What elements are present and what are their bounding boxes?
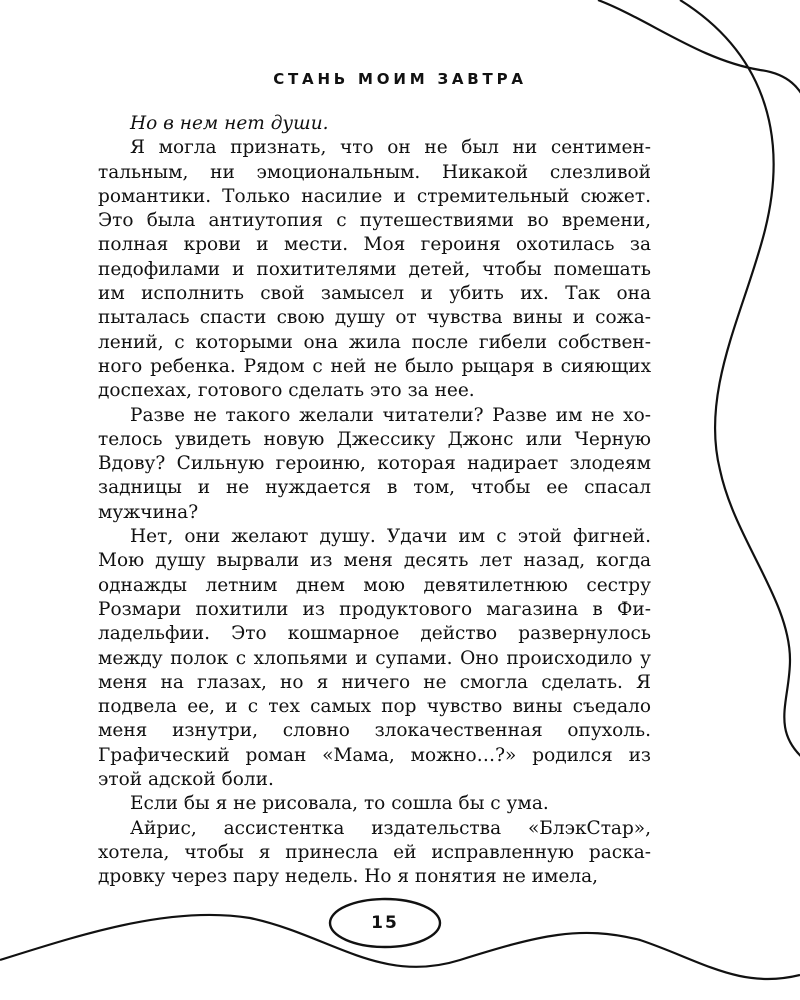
paragraph-6: Айрис, ассистентка издательства «БлэкСтар», хотела, чтобы я принесла ей исправленную раскадровку через пару недель. Но я понятия не имела,: [98, 817, 651, 888]
paragraph-4: Нет, они желают душу. Удачи им с этой фигней. Мою душу вырвали из меня десять лет назад, когда однажды летним днем мою девятилетнюю сестру Розмари похитили из продуктового магазина в Филадельфии. Это кошмарное действо развернулось между полок с хлопьями и супами. Оно происходило у меня на глазах, но я ничего не смогла сделать. Я подвела ее, и с тех самых пор чувство вины съедало меня изнутри, словно злокачественная опухоль. Графический роман «Мама, можно…?» родился из этой адской боли.: [98, 526, 651, 791]
page-number: 15: [371, 913, 399, 933]
right-edge-curve: [680, 0, 800, 760]
paragraph-3: Разве не такого желали читатели? Разве им не хотелось увидеть новую Джессику Джонс или Черную Вдову? Сильную героиню, которая надирает злодеям задницы и не нуждается в том, чтобы ее спасал мужчина?: [98, 404, 651, 523]
paragraph-5: Если бы я не рисовала, то сошла бы с ума.: [130, 793, 549, 815]
running-head: СТАНЬ МОИМ ЗАВТРА: [273, 70, 527, 88]
body-text: [98, 112, 651, 890]
paragraph-1: Но в нем нет души.: [130, 113, 329, 134]
paragraph-2: Я могла признать, что он не был ни сентиментальным, ни эмоциональным. Никакой слезливой романтики. Только насилие и стремительный сюжет. Это была антиутопия с путешествиями во времени, полная крови и мести. Моя героиня охотилась за педофилами и похитителями детей, чтобы помешать им исполнить свой замысел и убить их. Так она пыталась спасти свою душу от чувства вины и сожалений, с которыми она жила после гибели собственного ребенка. Рядом с ней не было рыцаря в сияющих доспехах, готового сделать это за нее.: [98, 137, 651, 402]
